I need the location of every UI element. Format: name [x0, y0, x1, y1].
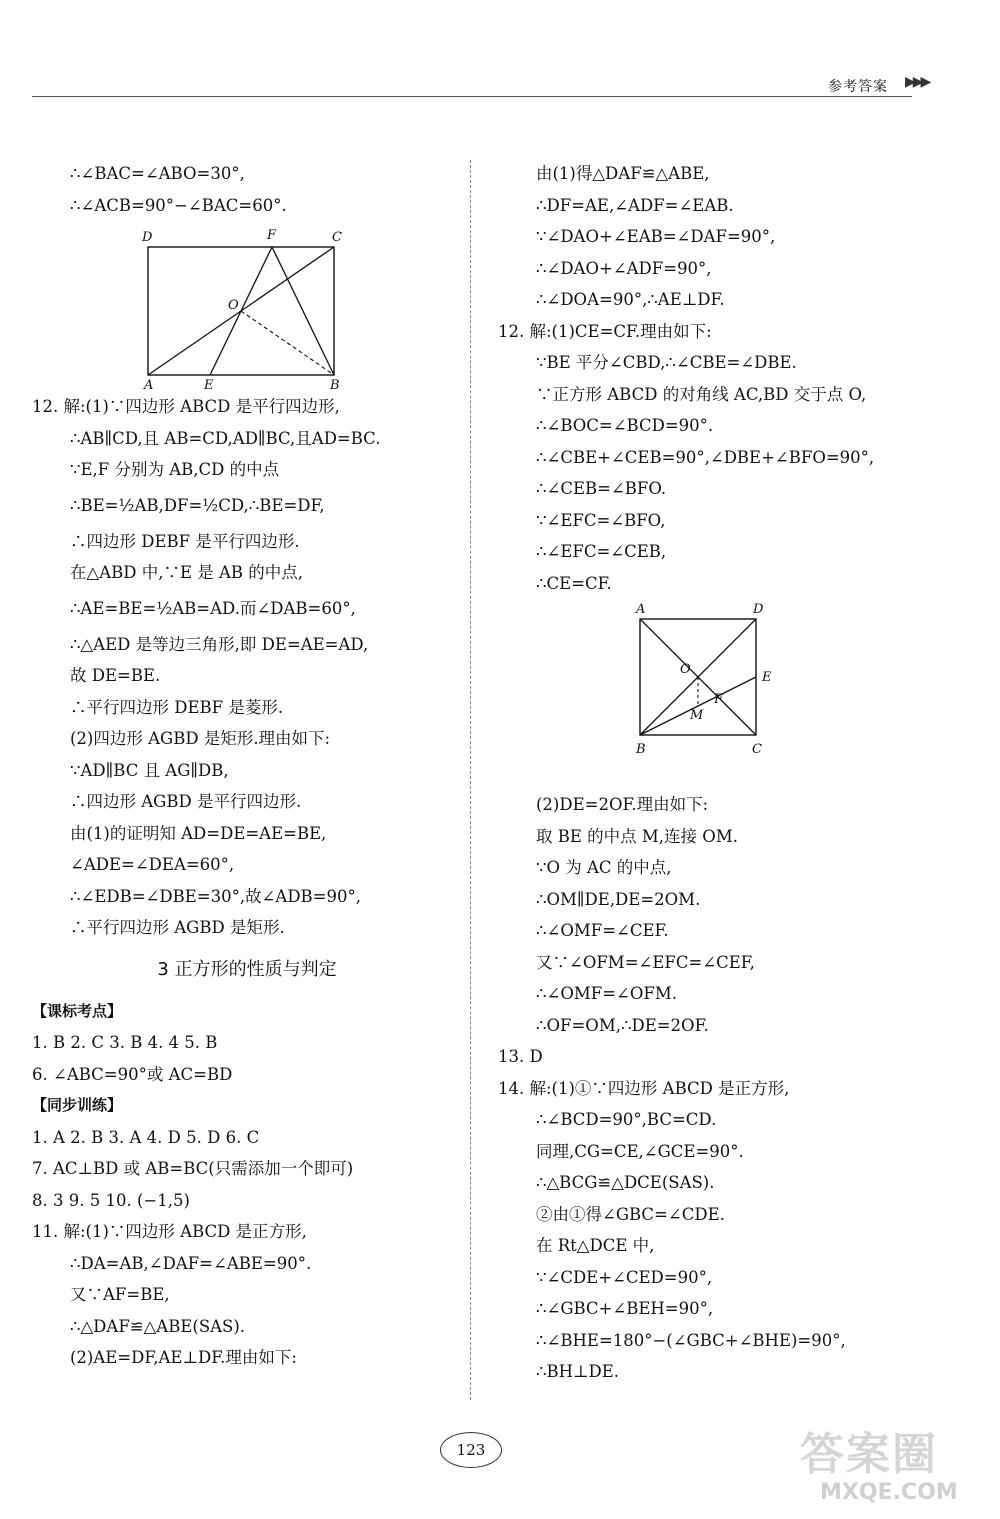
- left-column: [32, 158, 462, 1374]
- figure-2-svg: [498, 599, 958, 789]
- fig1-label: D: [142, 230, 153, 245]
- text-line: (2)DE=2OF.理由如下:: [536, 795, 709, 814]
- figure-1-svg: [32, 221, 462, 391]
- text-line: ∵∠CDE+∠CED=90°,: [536, 1267, 713, 1287]
- text-line: ∴CE=CF.: [536, 573, 612, 593]
- fig1-label: A: [144, 378, 154, 391]
- text-line: (2)AE=DF,AE⊥DF.理由如下:: [70, 1348, 297, 1367]
- fig2-label: D: [753, 602, 764, 617]
- watermark-logo-text: 答案圈: [800, 1429, 938, 1480]
- fig1-label: C: [332, 230, 342, 245]
- text-line: 故 DE=BE.: [70, 666, 161, 685]
- text-line: 在△ABD 中,∵E 是 AB 的中点,: [70, 563, 304, 582]
- answer-line: 1. B 2. C 3. B 4. 4 5. B: [32, 1033, 218, 1052]
- fig2-label: B: [636, 742, 646, 757]
- text-line: ∠ADE=∠DEA=60°,: [70, 855, 235, 874]
- text-line: ∴DA=AB,∠DAF=∠ABE=90°.: [70, 1253, 312, 1273]
- text-line: ∴∠OMF=∠CEF.: [536, 921, 669, 940]
- fig2-label: E: [762, 670, 772, 685]
- fig2-label: A: [636, 602, 646, 617]
- text-line: ∴平行四边形 DEBF 是菱形.: [70, 697, 284, 717]
- text-line: 12. 解:(1)∵四边形 ABCD 是平行四边形,: [32, 397, 340, 416]
- text-line: 同理,CG=CE,∠GCE=90°.: [536, 1141, 744, 1161]
- fig1-label: F: [267, 228, 277, 243]
- text-line: ∴∠CEB=∠BFO.: [536, 479, 667, 498]
- text-line: ∴∠OMF=∠OFM.: [536, 984, 677, 1003]
- text-line: 在 Rt△DCE 中,: [536, 1236, 655, 1255]
- text-line: 14. 解:(1)①∵四边形 ABCD 是正方形,: [498, 1078, 790, 1098]
- text-line: ②由①得∠GBC=∠CDE.: [536, 1204, 725, 1224]
- text-line: ∵正方形 ABCD 的对角线 AC,BD 交于点 O,: [536, 384, 867, 404]
- text-line: ∴∠BCD=90°,BC=CD.: [536, 1110, 717, 1129]
- column-divider: [470, 160, 471, 1400]
- text-line: ∴BH⊥DE.: [536, 1362, 620, 1381]
- text-line: ∵AD∥BC 且 AG∥DB,: [70, 760, 229, 780]
- text-line: ∴∠GBC+∠BEH=90°,: [536, 1299, 714, 1318]
- answer-line: 8. 3 9. 5 10. (−1,5): [32, 1190, 190, 1210]
- text-line: ∴△BCG≌△DCE(SAS).: [536, 1173, 715, 1192]
- header-arrows-icon: ▶▶▶: [905, 74, 929, 90]
- fig2-label: F: [714, 692, 724, 707]
- text-line: ∴OF=OM,∴DE=2OF.: [536, 1015, 709, 1035]
- text-line: ∴AB∥CD,且 AB=CD,AD∥BC,且AD=BC.: [70, 428, 381, 448]
- fig1-label: B: [330, 378, 340, 391]
- watermark-site: MXQE.COM: [820, 1480, 958, 1505]
- text-line: ∴∠BAC=∠ABO=30°,: [70, 164, 245, 183]
- fig1-label: E: [204, 378, 214, 391]
- answer-line: 7. AC⊥BD 或 AB=BC(只需添加一个即可): [32, 1159, 354, 1178]
- text-line: ∵BE 平分∠CBD,∴∠CBE=∠DBE.: [536, 353, 797, 372]
- text-line: ∴∠BHE=180°−(∠GBC+∠BHE)=90°,: [536, 1330, 846, 1350]
- text-line: ∵E,F 分别为 AB,CD 的中点: [70, 460, 280, 479]
- text-line: ∴四边形 AGBD 是平行四边形.: [70, 792, 302, 811]
- text-line: 由(1)得△DAF≌△ABE,: [536, 164, 710, 183]
- answer-line: 1. A 2. B 3. A 4. D 5. D 6. C: [32, 1127, 260, 1147]
- text-line: ∴∠ACB=90°−∠BAC=60°.: [70, 195, 287, 215]
- text-line: ∴∠EFC=∠CEB,: [536, 542, 667, 561]
- text-line: ∴平行四边形 AGBD 是矩形.: [70, 918, 285, 937]
- figure-rectangle-abcd: [32, 221, 462, 391]
- text-line: ∴∠CBE+∠CEB=90°,∠DBE+∠BFO=90°,: [536, 447, 875, 467]
- text-line: (2)四边形 AGBD 是矩形.理由如下:: [70, 729, 331, 748]
- section-title: 3 正方形的性质与判定: [157, 958, 337, 980]
- text-line: ∴DF=AE,∠ADF=∠EAB.: [536, 195, 734, 215]
- fig2-label: C: [752, 742, 762, 757]
- text-line: ∴∠EDB=∠DBE=30°,故∠ADB=90°,: [70, 886, 361, 906]
- text-line: ∴∠DAO+∠ADF=90°,: [536, 258, 712, 278]
- text-line: 12. 解:(1)CE=CF.理由如下:: [498, 321, 712, 341]
- fig1-label: O: [228, 298, 239, 313]
- page-number: 123: [440, 1432, 502, 1468]
- text-line: ∴BE=½AB,DF=½CD,∴BE=DF,: [70, 495, 325, 515]
- text-line: ∴∠BOC=∠BCD=90°.: [536, 416, 714, 435]
- answer-line: 6. ∠ABC=90°或 AC=BD: [32, 1064, 233, 1084]
- text-line: ∵O 为 AC 的中点,: [536, 858, 672, 877]
- right-column: [498, 158, 958, 1388]
- text-line: 取 BE 的中点 M,连接 OM.: [536, 826, 738, 846]
- fig2-label: O: [680, 662, 691, 677]
- section-tag: 【课标考点】: [32, 1001, 123, 1020]
- fig2-label: M: [690, 708, 704, 723]
- answer-line: 13. D: [498, 1047, 543, 1066]
- text-line: 由(1)的证明知 AD=DE=AE=BE,: [70, 823, 327, 843]
- text-line: ∴△DAF≌△ABE(SAS).: [70, 1316, 246, 1336]
- header-title: 参考答案: [828, 79, 888, 95]
- figure-square-abcd: [498, 599, 958, 789]
- watermark-logo: [800, 1418, 990, 1513]
- text-line: ∴AE=BE=½AB=AD.而∠DAB=60°,: [70, 598, 356, 618]
- text-line: 又∵∠OFM=∠EFC=∠CEF,: [536, 952, 755, 972]
- text-line: 又∵AF=BE,: [70, 1285, 170, 1304]
- text-line: ∵∠EFC=∠BFO,: [536, 510, 666, 530]
- text-line: 11. 解:(1)∵四边形 ABCD 是正方形,: [32, 1222, 307, 1241]
- text-line: ∴△AED 是等边三角形,即 DE=AE=AD,: [70, 634, 369, 654]
- text-line: ∵∠DAO+∠EAB=∠DAF=90°,: [536, 227, 776, 246]
- text-line: ∴OM∥DE,DE=2OM.: [536, 889, 701, 909]
- header-rule: [32, 96, 912, 97]
- text-line: ∴∠DOA=90°,∴AE⊥DF.: [536, 290, 725, 309]
- text-line: ∴四边形 DEBF 是平行四边形.: [70, 531, 300, 551]
- section-tag: 【同步训练】: [32, 1096, 123, 1114]
